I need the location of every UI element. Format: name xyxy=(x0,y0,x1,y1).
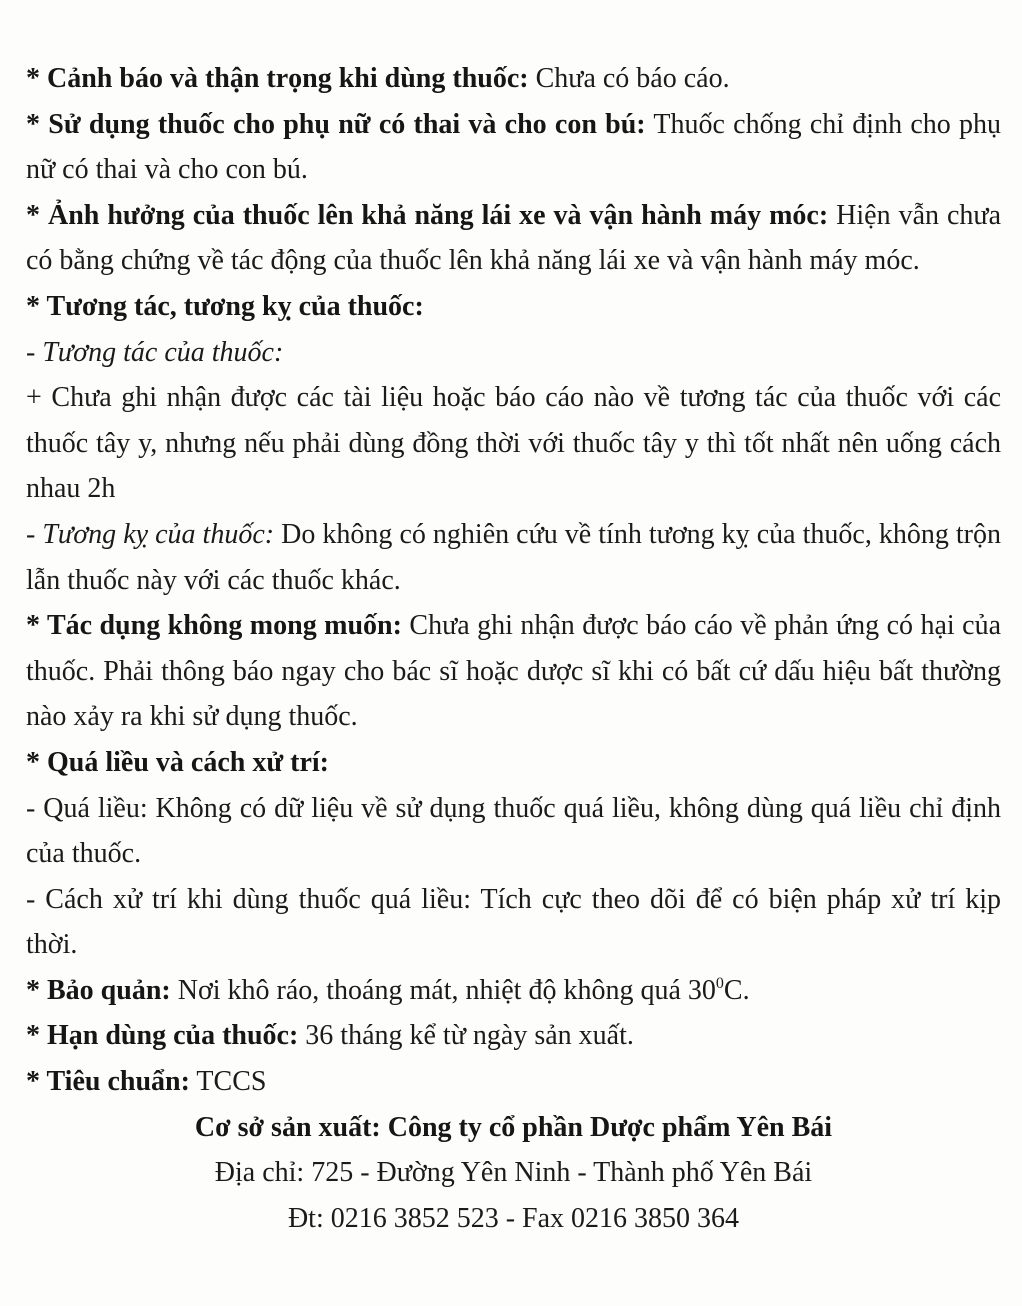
overdose-text: - Quá liều: Không có dữ liệu về sử dụng thuốc quá liều, không dùng quá liều chỉ định của thuốc. xyxy=(26,792,1001,870)
section-storage xyxy=(26,968,1001,1014)
section-storage-text: Nơi khô ráo, thoáng mát, nhiệt độ không quá 30 xyxy=(177,974,716,1006)
incompatibility-label: - Tương kỵ của thuốc: xyxy=(26,518,275,550)
section-side-effects-heading: * Tác dụng không mong muốn: xyxy=(26,610,402,642)
section-driving-heading: * Ảnh hưởng của thuốc lên khả năng lái xe và vận hành máy móc: xyxy=(26,199,829,231)
section-side-effects xyxy=(26,603,1001,740)
section-pregnancy-text: Thuốc chống chỉ định cho phụ nữ có thai và cho con bú. xyxy=(26,108,1002,186)
section-standard xyxy=(26,1059,1001,1105)
interaction-label: - Tương tác của thuốc: xyxy=(26,336,284,368)
section-warnings-text: Chưa có báo cáo. xyxy=(535,63,730,94)
section-shelf-life-heading: * Hạn dùng của thuốc: xyxy=(26,1020,299,1052)
storage-unit: C. xyxy=(723,974,750,1006)
section-storage-heading: * Bảo quản: xyxy=(26,974,171,1006)
section-overdose-heading: * Quá liều và cách xử trí: xyxy=(26,746,329,778)
section-incompatibility xyxy=(26,512,1001,603)
section-standard-text: TCCS xyxy=(196,1066,267,1098)
section-pregnancy xyxy=(26,102,1001,193)
overdose-treatment-text: - Cách xử trí khi dùng thuốc quá liều: Tích cực theo dõi để có biện pháp xử trí kịp thời. xyxy=(26,883,1001,961)
section-driving-text: Hiện vẫn chưa có bằng chứng về tác động của thuốc lên khả năng lái xe và vận hành máy móc. xyxy=(26,199,1002,277)
storage-degree-symbol: 0 xyxy=(715,974,724,992)
section-shelf-life-text: 36 tháng kể từ ngày sản xuất. xyxy=(305,1020,634,1052)
section-warnings-heading: * Cảnh báo và thận trọng khi dùng thuốc: xyxy=(26,63,529,94)
section-standard-heading: * Tiêu chuẩn: xyxy=(26,1066,190,1098)
footer-phone: Đt: 0216 3852 523 - Fax 0216 3850 364 xyxy=(287,1202,740,1234)
interaction-text: + Chưa ghi nhận được các tài liệu hoặc báo cáo nào về tương tác của thuốc với các thuốc tây y, nhưng nếu phải dùng đồng thời với thuốc tây y thì tốt nhất nên uống cách nhau 2h xyxy=(26,382,1001,505)
section-shelf-life xyxy=(26,1013,1001,1059)
document-content xyxy=(26,56,1001,1241)
footer-manufacturer: Cơ sở sản xuất: Công ty cổ phần Dược phẩm Yên Bái xyxy=(194,1111,833,1143)
section-interactions-heading: * Tương tác, tương kỵ của thuốc: xyxy=(26,290,424,322)
section-side-effects-text: Chưa ghi nhận được báo cáo về phản ứng có hại của thuốc. Phải thông báo ngay cho bác sĩ hoặc dược sĩ khi có bất cứ dấu hiệu bất thường nào xảy ra khi sử dụng thuốc. xyxy=(26,610,1002,733)
section-driving xyxy=(26,193,1001,284)
footer-address: Địa chỉ: 725 - Đường Yên Ninh - Thành phố Yên Bái xyxy=(214,1157,813,1189)
section-warnings xyxy=(26,56,1001,102)
section-pregnancy-heading: * Sử dụng thuốc cho phụ nữ có thai và cho con bú: xyxy=(26,108,646,140)
incompatibility-text: Do không có nghiên cứu về tính tương kỵ của thuốc, không trộn lẫn thuốc này với các thuốc khác. xyxy=(26,518,1001,596)
